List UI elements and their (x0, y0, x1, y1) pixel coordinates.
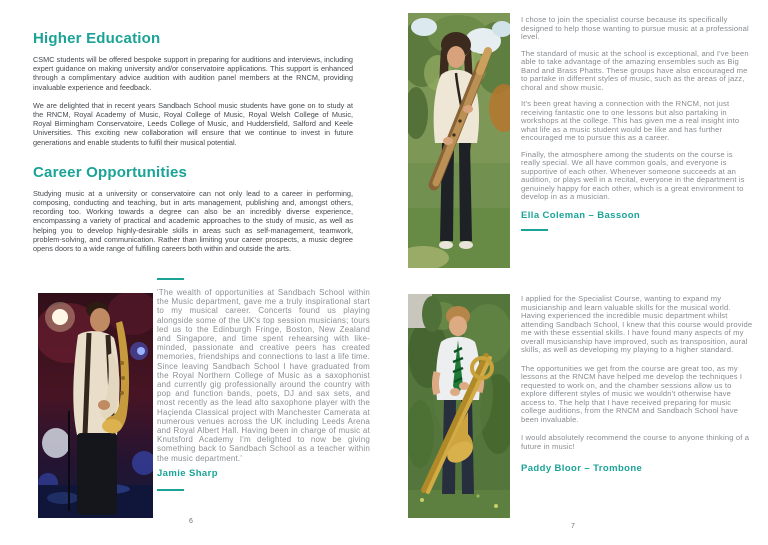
paddy-bloor-text-column (521, 295, 753, 474)
jamie-sharp-quote: 'The wealth of opportunities at Sandbach School within the Music department, gave me a truly inspirational start to my musical career. Concerts found us playing alongside some of the UK's top session musicians; tours led us to the Edinburgh Fringe, Boston, New Zealand and Singapore, and time spent rehearsing with like-minded, passionate and creative peers has created memories, friendships and connections to last a life time. Since leaving Sandbach School I have graduated from the Royal Northern College of Music as a saxophonist and currently gig professionally around the country with pop and function bands, poets, DJ and sax sets, and most recently as the lead alto saxophone player with the Haçienda Classical project with Manchester Camerata at numerous venues across the UK including Leeds Arena and Royal Albert Hall. Having been in charge of music at Knutsford Academy I'm delighted to now be giving something back to Sandbach School as a teacher within the music department.' (157, 288, 370, 463)
bassoon-student-illustration (408, 13, 510, 268)
testimonial-paragraph: I would absolutely recommend the course to anyone thinking of a future in music! (521, 433, 750, 451)
paddy-bloor-name: Paddy Bloor – Trombone (521, 463, 643, 474)
testimonial-paragraph: The opportunities we get from the course are great too, as my lessons at the RNCM have helped me develop the techniques I requested to work on, and the chamber sessions allow us to explore different styles of music we wouldn't otherwise have access to. The help that I have received preparing for music college auditions, from the RNCM and Sandbach School have been invaluable. (521, 363, 743, 424)
testimonial-paragraph: I applied for the Specialist Course, wanting to expand my musicianship and learn valuable skills for the musical world. Having experienced the incredible music department whilst attending Sandbach School, I knew that this course would provide me with these essential skills. I have found many aspects of my overall musicianship have improved, such as transposition, aural skills, as well as developing my playing to a higher standard. (521, 294, 753, 354)
testimonial-paragraph: I chose to join the specialist course because its specifically designed to help those wanting to pursue music at a professional level. (521, 15, 749, 41)
jamie-sharp-name: Jamie Sharp (157, 467, 218, 479)
paddy-bloor-photo (408, 294, 510, 518)
higher-education-paragraph: We are delighted that in recent years Sandbach School music students have gone on to study at the RNCM, Royal Academy of Music, Royal College of Music, Royal Welsh College of Music, Royal Birmingham Conservatoire, Leeds College of Music, and Huddersfield, Salford and Keele Universities. This exciting new collaboration will ensure that we continue to invest in future generations and enable students to fulfil their musical potential. (33, 100, 353, 147)
jamie-sharp-quote-column (157, 278, 370, 491)
testimonial-paragraph: The standard of music at the school is exceptional, and I've been able to take advantage of the amazing ensembles such as Big Band and Brass Phatts. These groups have also encouraged me to partake in different styles of music, such as the areas of jazz, choral and show music. (521, 48, 749, 92)
career-paragraph: Studying music at a university or conservatoire can not only lead to a career in performing, composing, conducting and teaching, but in arts management, publishing and, amongst others, recording too. Working towards a degree can also be an incredibly diverse experience, encompassing a variety of practical and academic approaches to the study of music, as well as helping you to develop highly-desirable skills in areas such as self-management, teamwork, problem-solving, and communication. Rather than limiting your career prospects, a music degree opens doors to a wide range of fulfilling careers both within and outside the arts. (33, 188, 353, 254)
trombone-student-illustration (408, 294, 510, 518)
testimonial-paragraph: It's been great having a connection with the RNCM, not just receiving fantastic one to one lessons but also partaking in workshops at the college. This has given me a real insight into what life as a music student would be like and has further encouraged me to pursue this as a career. (521, 99, 740, 142)
page-number-right: 7 (571, 523, 575, 530)
ella-coleman-photo (408, 13, 510, 268)
testimonial-paragraph: Finally, the atmosphere among the students on the course is really special. We all have common goals, and everyone is supportive of each other. Whenever someone succeeds at an audition, or plays well in a recital, everyone in the department is genuinely happy for each other, which is a great environment to develop in as a musician. (521, 149, 745, 201)
heading-higher-education: Higher Education (33, 30, 161, 47)
jamie-sharp-photo (38, 293, 153, 518)
accent-line (157, 489, 184, 491)
accent-line (521, 229, 548, 231)
left-page-content (33, 30, 353, 262)
saxophonist-stage-illustration (38, 293, 153, 518)
accent-line (157, 278, 184, 280)
higher-education-paragraph: CSMC students will be offered bespoke support in preparing for auditions and interviews, including expert guidance on making university and/or conservatoire applications. This support is enhanced through a complimentary advice audition with audition panel members at the RNCM, providing invaluable experience and feedback. (33, 55, 353, 92)
page-number-left: 6 (189, 518, 193, 525)
ella-coleman-text-column (521, 16, 753, 231)
heading-career-opportunities: Career Opportunities (33, 163, 188, 181)
ella-coleman-name: Ella Coleman – Bassoon (521, 209, 641, 221)
